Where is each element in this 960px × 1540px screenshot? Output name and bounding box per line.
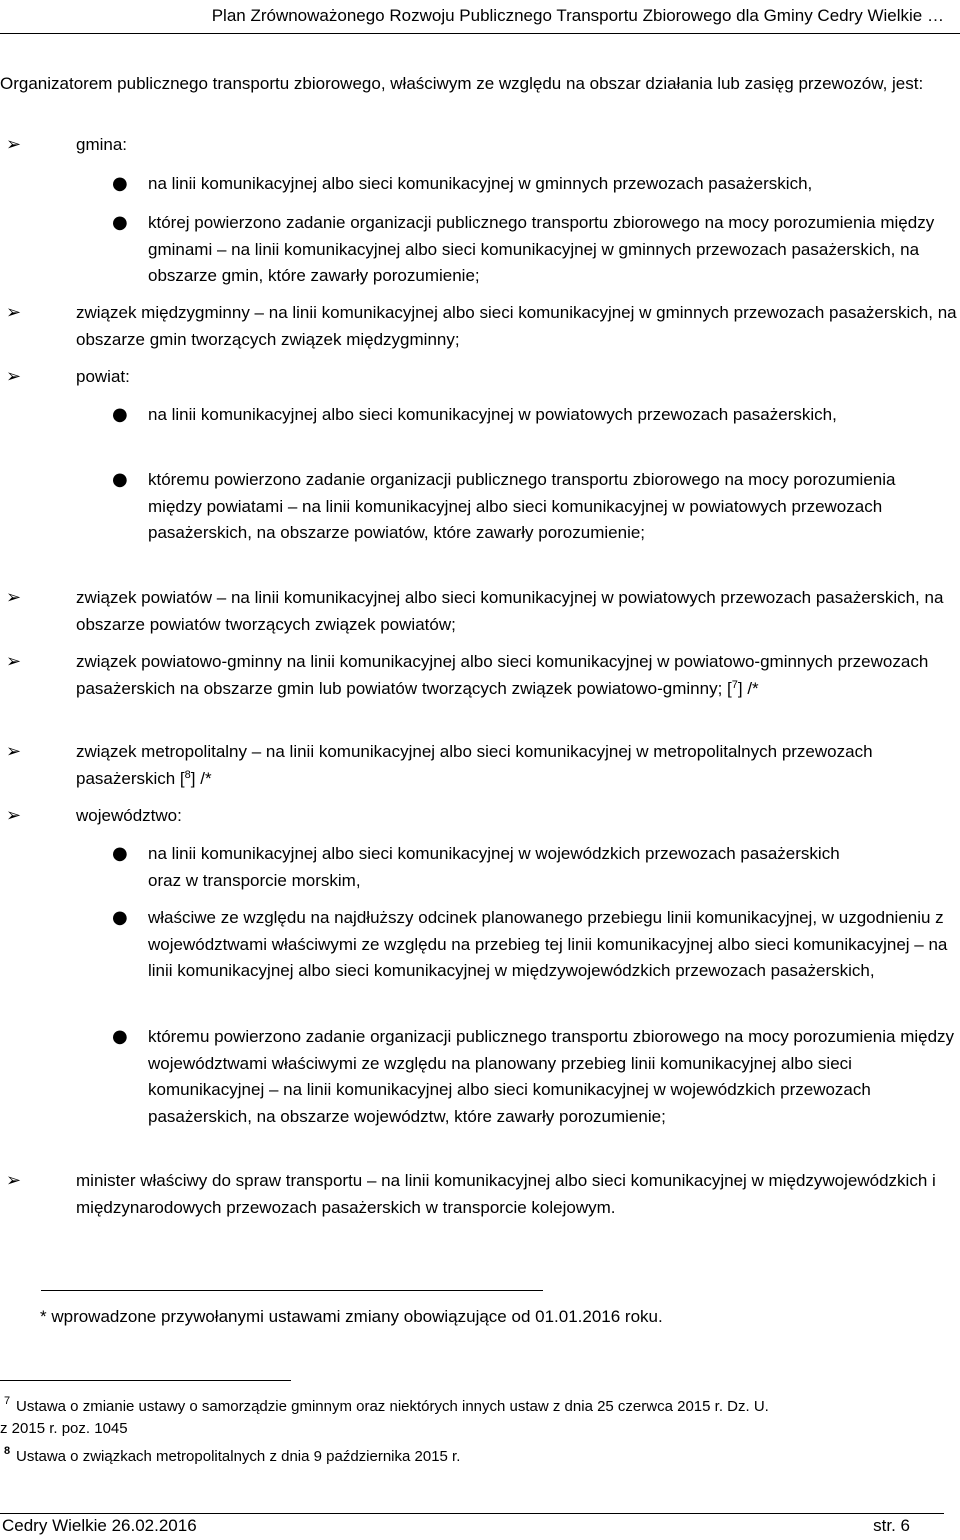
- arrow-bullet-icon: ➢: [6, 805, 22, 826]
- list-item-text: związek międzygminny – na linii komunikacyjnej albo sieci komunikacyjnej w gminnych przewozach pasażerskich, na obszarze gmin tworzących związek międzygminny;: [76, 303, 957, 349]
- sub-item-text: na linii komunikacyjnej albo sieci komunikacyjnej w powiatowych przewozach pasażerskich,: [148, 405, 837, 424]
- footnote-line: Ustawa o związkach metropolitalnych z dnia 9 października 2015 r.: [16, 1448, 461, 1465]
- footnote-text: [0, 1396, 940, 1440]
- arrow-bullet-icon: ➢: [6, 134, 22, 155]
- footnote-line: Ustawa o zmianie ustawy o samorządzie gminnym oraz niektórych innych ustaw z dnia 25 czerwca 2015 r. Dz. U.: [16, 1398, 769, 1415]
- intro-paragraph: Organizatorem publicznego transportu zbiorowego, właściwym ze względu na obszar działania lub zasięg przewozów, jest:: [0, 74, 924, 93]
- note-divider: [41, 1290, 543, 1291]
- list-item-text: związek powiatów – na linii komunikacyjnej albo sieci komunikacyjnej w powiatowych przewozach pasażerskich, na obszarze powiatów tworzących związek powiatów;: [76, 588, 944, 634]
- round-bullet-icon: ●: [112, 843, 128, 864]
- item-text: związek powiatowo-gminny na linii komunikacyjnej albo sieci komunikacyjnej w powiatowo-gminnych przewozach pasażerskich na obszarze gmin lub powiatów tworzących związek powiatowo-gminny; [: [76, 652, 929, 698]
- asterisk-note: * wprowadzone przywołanymi ustawami zmiany obowiązujące od 01.01.2016 roku.: [40, 1307, 663, 1326]
- arrow-bullet-icon: ➢: [6, 302, 22, 323]
- round-bullet-icon: ●: [112, 173, 128, 194]
- sub-item-text: na linii komunikacyjnej albo sieci komunikacyjnej w gminnych przewozach pasażerskich,: [148, 174, 813, 193]
- arrow-bullet-icon: ➢: [6, 741, 22, 762]
- round-bullet-icon: ●: [112, 404, 128, 425]
- page-header-title: Plan Zrównoważonego Rozwoju Publicznego Transportu Zbiorowego dla Gminy Cedry Wielkie …: [211, 6, 944, 25]
- footnote-divider: [0, 1380, 291, 1381]
- arrow-bullet-icon: ➢: [6, 587, 22, 608]
- round-bullet-icon: ●: [112, 469, 128, 490]
- footnote-text: [0, 1446, 940, 1468]
- item-text-after: ] /*: [190, 768, 212, 788]
- list-item-text: minister właściwy do spraw transportu – na linii komunikacyjnej albo sieci komunikacyjnej w międzywojewódzkich i międzynarodowych przewozach pasażerskich w transporcie kolejowym.: [76, 1171, 936, 1217]
- footnote-7: [0, 1396, 940, 1440]
- footnote-ref: 8: [184, 768, 191, 781]
- footnote-ref: 7: [731, 678, 738, 691]
- sub-item-text: właściwe ze względu na najdłuższy odcinek planowanego przebiegu linii komunikacyjnej, w uzgodnieniu z województwami właściwymi ze względu na przebieg tej linii komunikacyjnej albo sieci komunikacyjnej – na linii komunikacyjnej albo sieci komunikacyjnej w międzywojewódzkich przewozach pasażerskich,: [148, 908, 948, 980]
- arrow-bullet-icon: ➢: [6, 651, 22, 672]
- header-divider: [0, 33, 960, 34]
- item-text-after: ] /*: [737, 678, 759, 698]
- footnote-number: 8: [4, 1445, 11, 1457]
- footnote-number: 7: [4, 1395, 11, 1407]
- footnote-line: z 2015 r. poz. 1045: [0, 1420, 128, 1437]
- footer-date: Cedry Wielkie 26.02.2016: [2, 1516, 197, 1535]
- arrow-bullet-icon: ➢: [6, 1170, 22, 1191]
- sub-item-text: której powierzono zadanie organizacji publicznego transportu zbiorowego na mocy porozumienia między gminami – na linii komunikacyjnej albo sieci komunikacyjnej w gminnych przewozach pasażerskich, na obszarze gmin, które zawarły porozumienie;: [148, 213, 935, 285]
- list-item-label: gmina:: [76, 135, 128, 154]
- page-number: str. 6: [873, 1516, 910, 1535]
- arrow-bullet-icon: ➢: [6, 366, 22, 387]
- sub-item-text: na linii komunikacyjnej albo sieci komunikacyjnej w wojewódzkich przewozach pasażerskich oraz w transporcie morskim,: [148, 844, 840, 890]
- list-item-text: [76, 649, 960, 702]
- list-item-label: województwo:: [76, 806, 182, 825]
- footnote-8: [0, 1446, 940, 1468]
- round-bullet-icon: ●: [112, 212, 128, 233]
- list-item-label: powiat:: [76, 367, 130, 386]
- item-text: związek metropolitalny – na linii komunikacyjnej albo sieci komunikacyjnej w metropolitalnych przewozach pasażerskich [: [76, 742, 873, 788]
- sub-item-text: któremu powierzono zadanie organizacji publicznego transportu zbiorowego na mocy porozumienia między województwami właściwymi ze względu na planowany przebieg linii komunikacyjnej albo sieci komunikacyjnej – na linii komunikacyjnej albo sieci komunikacyjnej w wojewódzkich przewozach pasażerskich, na obszarze województw, które zawarły porozumienie;: [148, 1027, 955, 1126]
- round-bullet-icon: ●: [112, 907, 128, 928]
- sub-item-text: któremu powierzono zadanie organizacji publicznego transportu zbiorowego na mocy porozumienia między powiatami – na linii komunikacyjnej albo sieci komunikacyjnej w powiatowych przewozach pasażerskich, na obszarze powiatów, które zawarły porozumienie;: [148, 470, 896, 542]
- list-item-text: [76, 739, 960, 792]
- round-bullet-icon: ●: [112, 1026, 128, 1047]
